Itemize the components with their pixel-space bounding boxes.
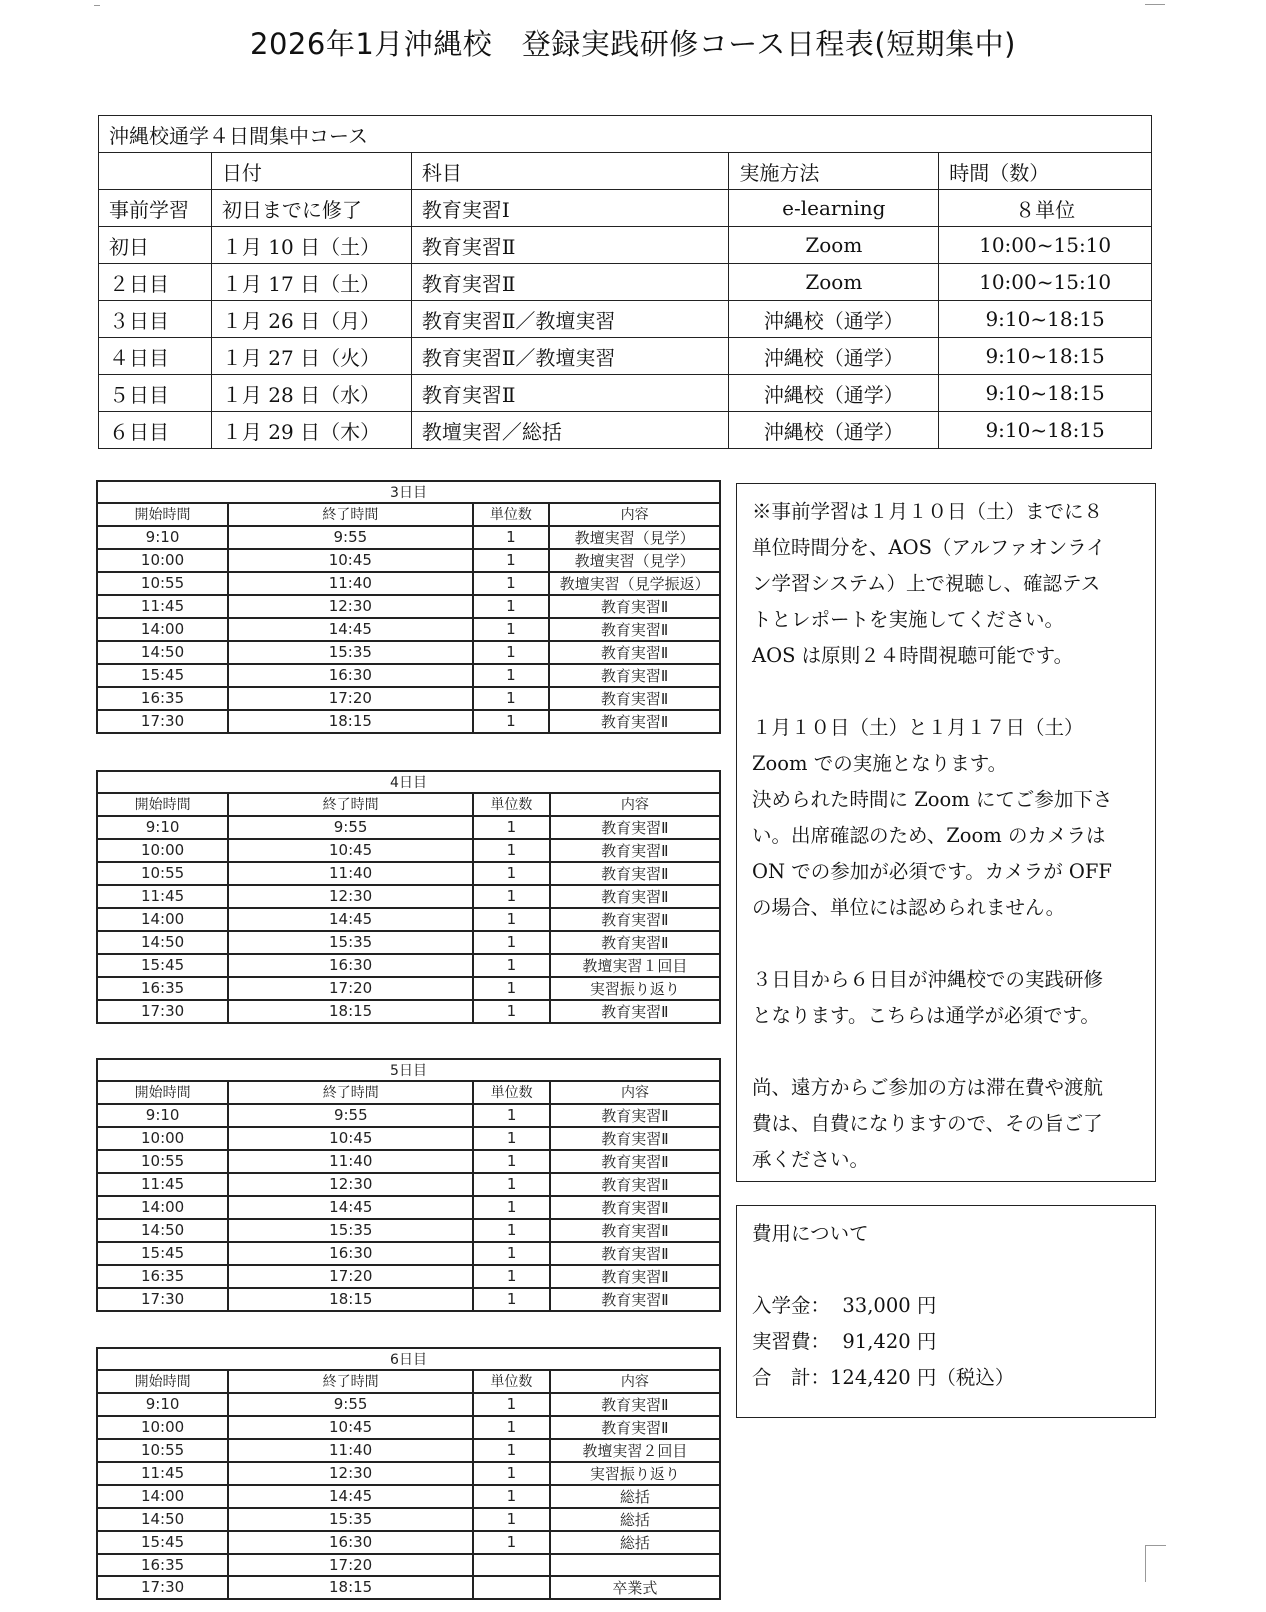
table-cell: 11:40 bbox=[228, 862, 473, 885]
table-cell: 1 bbox=[473, 1242, 550, 1265]
table-row bbox=[97, 641, 720, 664]
summary-row-cell: 教育実習Ⅱ／教壇実習 bbox=[411, 338, 729, 375]
table-row bbox=[97, 664, 720, 687]
table-cell: 18:15 bbox=[228, 710, 473, 733]
summary-row-cell: 9:10~18:15 bbox=[939, 412, 1152, 449]
table-cell: 15:45 bbox=[97, 1531, 228, 1554]
table-cell: 10:45 bbox=[228, 839, 473, 862]
table-row bbox=[97, 1439, 720, 1462]
table-cell: 10:00 bbox=[97, 549, 228, 572]
table-cell: 1 bbox=[473, 664, 550, 687]
crop-mark-top-right bbox=[1145, 4, 1165, 5]
spacer bbox=[752, 1252, 1143, 1288]
table-cell: 18:15 bbox=[228, 1576, 473, 1599]
summary-row-cell: Zoom bbox=[729, 227, 939, 264]
table-cell: 10:00 bbox=[97, 839, 228, 862]
column-header: 内容 bbox=[550, 1081, 720, 1103]
table-cell: 教育実習Ⅱ bbox=[550, 1127, 720, 1150]
note-line: の場合、単位には認められません。 bbox=[752, 896, 1066, 919]
summary-header-row-cell: 科目 bbox=[411, 153, 729, 190]
column-header: 内容 bbox=[550, 793, 720, 815]
summary-row-cell: 10:00~15:10 bbox=[939, 227, 1152, 264]
summary-row-cell: 沖縄校（通学） bbox=[729, 412, 939, 449]
column-header: 開始時間 bbox=[97, 503, 228, 525]
summary-row-cell: 沖縄校（通学） bbox=[729, 375, 939, 412]
summary-caption: 沖縄校通学４日間集中コース bbox=[99, 116, 1152, 153]
table-cell: 11:45 bbox=[97, 595, 228, 618]
table-row bbox=[97, 1554, 720, 1576]
table-cell: 9:55 bbox=[228, 816, 473, 839]
summary-row-cell: ５日目 bbox=[99, 375, 212, 412]
table-cell: 17:30 bbox=[97, 1288, 228, 1311]
table-cell: 教育実習Ⅱ bbox=[550, 1104, 720, 1127]
table-cell: 10:45 bbox=[228, 1416, 473, 1439]
table-cell: 10:55 bbox=[97, 1150, 228, 1173]
note-line: となります。こちらは通学が必須です。 bbox=[752, 1004, 1100, 1027]
table-cell: 1 bbox=[473, 885, 550, 908]
summary-row-cell: 沖縄校（通学） bbox=[729, 338, 939, 375]
note-line: AOS は原則２４時間視聴可能です。 bbox=[752, 644, 1074, 667]
table-row bbox=[97, 1265, 720, 1288]
table-cell: 14:00 bbox=[97, 618, 228, 641]
course-summary-table bbox=[98, 115, 1152, 449]
table-cell: 12:30 bbox=[228, 1173, 473, 1196]
summary-row-cell: Zoom bbox=[729, 264, 939, 301]
summary-row-cell: ６日目 bbox=[99, 412, 212, 449]
column-header: 終了時間 bbox=[228, 793, 473, 815]
table-cell: 16:35 bbox=[97, 687, 228, 710]
summary-row-cell: 9:10~18:15 bbox=[939, 375, 1152, 412]
summary-row-cell: ４日目 bbox=[99, 338, 212, 375]
table-row bbox=[97, 710, 720, 733]
column-header: 終了時間 bbox=[228, 1081, 473, 1103]
day-title: 5日目 bbox=[97, 1059, 720, 1081]
table-row bbox=[97, 1196, 720, 1219]
table-cell: 14:45 bbox=[228, 908, 473, 931]
table-cell: 1 bbox=[473, 595, 550, 618]
table-cell: 11:45 bbox=[97, 1462, 228, 1485]
table-cell: 15:35 bbox=[228, 931, 473, 954]
summary-row-cell: 教育実習Ⅰ bbox=[411, 190, 729, 227]
table-cell: 1 bbox=[473, 572, 550, 595]
table-cell: 15:35 bbox=[228, 641, 473, 664]
table-row bbox=[97, 1104, 720, 1127]
summary-row-cell: 10:00~15:10 bbox=[939, 264, 1152, 301]
table-cell: 教育実習Ⅱ bbox=[550, 1393, 720, 1416]
table-cell: 18:15 bbox=[228, 1000, 473, 1023]
note-line: １月１０日（土）と１月１７日（土） bbox=[752, 716, 1084, 739]
table-cell: 1 bbox=[473, 1219, 550, 1242]
table-row bbox=[97, 931, 720, 954]
crop-mark-bottom-right bbox=[1145, 1545, 1166, 1582]
table-row bbox=[97, 1531, 720, 1554]
table-row bbox=[97, 816, 720, 839]
table-cell: 1 bbox=[473, 1127, 550, 1150]
note-line: トとレポートを実施してください。 bbox=[752, 608, 1065, 631]
table-cell: 1 bbox=[473, 1439, 550, 1462]
table-cell: 10:45 bbox=[228, 549, 473, 572]
table-cell: 教育実習Ⅱ bbox=[550, 816, 720, 839]
table-cell: 16:30 bbox=[228, 664, 473, 687]
day-header-row bbox=[97, 1081, 720, 1103]
column-header: 内容 bbox=[550, 1370, 720, 1392]
table-cell: 14:50 bbox=[97, 931, 228, 954]
table-row bbox=[97, 526, 720, 549]
table-cell: 実習振り返り bbox=[550, 977, 720, 1000]
table-row bbox=[97, 1000, 720, 1023]
table-row bbox=[97, 1242, 720, 1265]
summary-header-row-cell: 日付 bbox=[211, 153, 411, 190]
summary-row bbox=[99, 264, 1152, 301]
summary-row-cell: ３日目 bbox=[99, 301, 212, 338]
day-title-row bbox=[97, 1059, 720, 1081]
day-title: 3日目 bbox=[97, 481, 720, 503]
table-cell: 10:45 bbox=[228, 1127, 473, 1150]
summary-row-cell: 9:10~18:15 bbox=[939, 301, 1152, 338]
summary-row bbox=[99, 338, 1152, 375]
table-cell: 14:50 bbox=[97, 1219, 228, 1242]
table-cell: 9:55 bbox=[228, 1393, 473, 1416]
table-cell: 14:50 bbox=[97, 641, 228, 664]
table-cell: 10:00 bbox=[97, 1416, 228, 1439]
summary-row bbox=[99, 301, 1152, 338]
table-cell: 14:45 bbox=[228, 1196, 473, 1219]
note-line: 決められた時間に Zoom にてご参加下さ bbox=[752, 788, 1113, 811]
summary-header-row-cell bbox=[99, 153, 212, 190]
table-row bbox=[97, 572, 720, 595]
spacer bbox=[752, 674, 1143, 710]
summary-row-cell: 教壇実習／総括 bbox=[411, 412, 729, 449]
notes-box bbox=[736, 483, 1156, 1182]
column-header: 単位数 bbox=[473, 503, 550, 525]
table-row bbox=[97, 595, 720, 618]
table-cell: 教育実習Ⅱ bbox=[550, 1196, 720, 1219]
table-row bbox=[97, 1150, 720, 1173]
table-cell: 11:40 bbox=[228, 1150, 473, 1173]
note-line: Zoom での実施となります。 bbox=[752, 752, 1008, 775]
table-cell: 1 bbox=[473, 1150, 550, 1173]
table-cell: 12:30 bbox=[228, 885, 473, 908]
note-line: ン学習システム）上で視聴し、確認テス bbox=[752, 572, 1101, 595]
summary-row-cell: 教育実習Ⅱ bbox=[411, 264, 729, 301]
table-cell: 1 bbox=[473, 1393, 550, 1416]
table-row bbox=[97, 839, 720, 862]
table-cell: 卒業式 bbox=[550, 1576, 720, 1599]
summary-row-cell: 教育実習Ⅱ bbox=[411, 375, 729, 412]
table-row bbox=[97, 862, 720, 885]
column-header: 単位数 bbox=[473, 793, 550, 815]
table-cell: 1 bbox=[473, 618, 550, 641]
table-cell: 17:20 bbox=[228, 1265, 473, 1288]
table-cell: 教育実習Ⅱ bbox=[550, 1416, 720, 1439]
table-cell: 14:00 bbox=[97, 1196, 228, 1219]
table-cell: 14:50 bbox=[97, 1508, 228, 1531]
table-cell: 9:10 bbox=[97, 1393, 228, 1416]
summary-header-row bbox=[99, 153, 1152, 190]
table-row bbox=[97, 1485, 720, 1508]
table-cell: 15:45 bbox=[97, 1242, 228, 1265]
fee-line: 実習費： 91,420 円 bbox=[752, 1330, 937, 1353]
table-cell: 1 bbox=[473, 1416, 550, 1439]
summary-row bbox=[99, 375, 1152, 412]
table-cell: 1 bbox=[473, 1196, 550, 1219]
note-line: 尚、遠方からご参加の方は滞在費や渡航 bbox=[752, 1076, 1104, 1099]
table-cell: 1 bbox=[473, 816, 550, 839]
table-cell: 15:45 bbox=[97, 664, 228, 687]
table-cell: 教壇実習２回目 bbox=[550, 1439, 720, 1462]
table-cell: 11:40 bbox=[228, 1439, 473, 1462]
day-header-row bbox=[97, 503, 720, 525]
note-line: ※事前学習は１月１０日（土）までに８ bbox=[752, 500, 1104, 523]
table-cell: 教育実習Ⅱ bbox=[549, 687, 720, 710]
table-cell: 教育実習Ⅱ bbox=[550, 885, 720, 908]
note-line: ３日目から６日目が沖縄校での実践研修 bbox=[752, 968, 1104, 991]
table-cell: 教育実習Ⅱ bbox=[550, 1150, 720, 1173]
table-cell: 1 bbox=[473, 526, 550, 549]
summary-row-cell: １月 28 日（水） bbox=[211, 375, 411, 412]
day-schedule-table bbox=[96, 480, 721, 734]
table-cell: 教育実習Ⅱ bbox=[550, 1265, 720, 1288]
table-cell: 11:45 bbox=[97, 885, 228, 908]
day-title-row bbox=[97, 1348, 720, 1370]
table-cell: 16:35 bbox=[97, 1554, 228, 1576]
table-cell: 9:10 bbox=[97, 816, 228, 839]
table-cell: 16:35 bbox=[97, 977, 228, 1000]
table-cell: 総括 bbox=[550, 1508, 720, 1531]
table-cell: 16:30 bbox=[228, 1531, 473, 1554]
table-row bbox=[97, 1393, 720, 1416]
table-cell: 1 bbox=[473, 931, 550, 954]
column-header: 開始時間 bbox=[97, 1081, 228, 1103]
table-cell: 14:00 bbox=[97, 1485, 228, 1508]
table-row bbox=[97, 908, 720, 931]
table-cell: 1 bbox=[473, 1104, 550, 1127]
table-row bbox=[97, 1416, 720, 1439]
table-cell: 16:30 bbox=[228, 954, 473, 977]
table-cell: 11:45 bbox=[97, 1173, 228, 1196]
table-cell: 教育実習Ⅱ bbox=[549, 641, 720, 664]
table-row bbox=[97, 1127, 720, 1150]
table-cell: 教育実習Ⅱ bbox=[550, 839, 720, 862]
note-line: 費は、自費になりますので、その旨ご了 bbox=[752, 1112, 1103, 1135]
fee-line: 入学金： 33,000 円 bbox=[752, 1294, 937, 1317]
table-cell: 14:00 bbox=[97, 908, 228, 931]
table-cell: 教壇実習（見学） bbox=[549, 549, 720, 572]
table-cell: 総括 bbox=[550, 1531, 720, 1554]
summary-header-row-cell: 時間（数） bbox=[939, 153, 1152, 190]
note-line: ON での参加が必須です。カメラが OFF bbox=[752, 860, 1112, 883]
table-row bbox=[97, 1508, 720, 1531]
spacer bbox=[752, 926, 1143, 962]
note-line: 承ください。 bbox=[752, 1148, 870, 1171]
page-title: 2026年1月沖縄校 登録実践研修コース日程表(短期集中) bbox=[250, 27, 1016, 61]
note-line: い。出席確認のため、Zoom のカメラは bbox=[752, 824, 1106, 847]
day-schedule-table bbox=[96, 770, 721, 1024]
table-cell: 15:35 bbox=[228, 1219, 473, 1242]
table-cell: 17:20 bbox=[228, 977, 473, 1000]
table-cell: 教育実習Ⅱ bbox=[549, 664, 720, 687]
column-header: 単位数 bbox=[473, 1081, 550, 1103]
table-cell: 1 bbox=[473, 1265, 550, 1288]
note-line: 単位時間分を、AOS（アルファオンライ bbox=[752, 536, 1106, 559]
table-cell: 9:10 bbox=[97, 526, 228, 549]
spacer bbox=[752, 1034, 1143, 1070]
table-cell: 17:20 bbox=[228, 687, 473, 710]
table-cell bbox=[473, 1554, 550, 1576]
table-cell: 10:55 bbox=[97, 862, 228, 885]
table-cell: 9:55 bbox=[228, 1104, 473, 1127]
table-row bbox=[97, 618, 720, 641]
table-cell: 1 bbox=[473, 1000, 550, 1023]
table-cell: 教育実習Ⅱ bbox=[550, 1000, 720, 1023]
table-cell: 教育実習Ⅱ bbox=[550, 931, 720, 954]
table-row bbox=[97, 1173, 720, 1196]
column-header: 単位数 bbox=[473, 1370, 550, 1392]
table-cell: 教壇実習（見学） bbox=[549, 526, 720, 549]
table-cell: 1 bbox=[473, 1531, 550, 1554]
table-cell: 18:15 bbox=[228, 1288, 473, 1311]
summary-row-cell: １月 17 日（土） bbox=[211, 264, 411, 301]
summary-row-cell: 沖縄校（通学） bbox=[729, 301, 939, 338]
table-cell: 17:30 bbox=[97, 1000, 228, 1023]
table-row bbox=[97, 885, 720, 908]
table-row bbox=[97, 549, 720, 572]
summary-row bbox=[99, 412, 1152, 449]
table-cell bbox=[550, 1554, 720, 1576]
day-title: 6日目 bbox=[97, 1348, 720, 1370]
table-cell: 教育実習Ⅱ bbox=[550, 1219, 720, 1242]
table-cell: 17:30 bbox=[97, 710, 228, 733]
table-cell: 1 bbox=[473, 1288, 550, 1311]
table-cell: 9:55 bbox=[228, 526, 473, 549]
summary-row-cell: ８単位 bbox=[939, 190, 1152, 227]
table-cell: 17:30 bbox=[97, 1576, 228, 1599]
table-cell: 実習振り返り bbox=[550, 1462, 720, 1485]
table-cell: 総括 bbox=[550, 1485, 720, 1508]
table-cell: 1 bbox=[473, 908, 550, 931]
table-cell: 1 bbox=[473, 710, 550, 733]
table-cell: 15:45 bbox=[97, 954, 228, 977]
summary-row-cell: ２日目 bbox=[99, 264, 212, 301]
summary-row-cell: e-learning bbox=[729, 190, 939, 227]
summary-caption-row bbox=[99, 116, 1152, 153]
day-header-row bbox=[97, 793, 720, 815]
column-header: 終了時間 bbox=[228, 503, 473, 525]
table-cell: 1 bbox=[473, 687, 550, 710]
table-cell: 教育実習Ⅱ bbox=[549, 595, 720, 618]
table-cell: 教育実習Ⅱ bbox=[550, 1173, 720, 1196]
table-row bbox=[97, 977, 720, 1000]
table-cell: 1 bbox=[473, 1508, 550, 1531]
table-cell: 10:55 bbox=[97, 1439, 228, 1462]
table-cell: 1 bbox=[473, 954, 550, 977]
table-cell: 教育実習Ⅱ bbox=[550, 1242, 720, 1265]
table-cell: 15:35 bbox=[228, 1508, 473, 1531]
column-header: 開始時間 bbox=[97, 793, 228, 815]
summary-row-cell: 事前学習 bbox=[99, 190, 212, 227]
day-schedule-table bbox=[96, 1347, 721, 1600]
summary-row-cell: 教育実習Ⅱ／教壇実習 bbox=[411, 301, 729, 338]
table-cell: 10:55 bbox=[97, 572, 228, 595]
summary-row-cell: １月 26 日（月） bbox=[211, 301, 411, 338]
summary-header-row-cell: 実施方法 bbox=[729, 153, 939, 190]
table-cell: 1 bbox=[473, 549, 550, 572]
summary-row-cell: 9:10~18:15 bbox=[939, 338, 1152, 375]
fees-heading: 費用について bbox=[752, 1222, 869, 1245]
table-cell: 10:00 bbox=[97, 1127, 228, 1150]
column-header: 内容 bbox=[549, 503, 720, 525]
fee-line: 合 計：124,420 円（税込） bbox=[752, 1366, 1015, 1389]
table-row bbox=[97, 1288, 720, 1311]
fees-box bbox=[736, 1205, 1156, 1418]
summary-row-cell: 初日までに修了 bbox=[211, 190, 411, 227]
table-row bbox=[97, 687, 720, 710]
summary-row-cell: １月 10 日（土） bbox=[211, 227, 411, 264]
day-title-row bbox=[97, 771, 720, 793]
table-cell: 14:45 bbox=[228, 1485, 473, 1508]
table-cell: 9:10 bbox=[97, 1104, 228, 1127]
table-row bbox=[97, 1219, 720, 1242]
table-cell: 教育実習Ⅱ bbox=[549, 618, 720, 641]
summary-row bbox=[99, 227, 1152, 264]
column-header: 終了時間 bbox=[228, 1370, 473, 1392]
table-cell bbox=[473, 1576, 550, 1599]
table-cell: 教育実習Ⅱ bbox=[550, 1288, 720, 1311]
table-cell: 教壇実習（見学振返） bbox=[549, 572, 720, 595]
table-cell: 12:30 bbox=[228, 1462, 473, 1485]
table-cell: 16:30 bbox=[228, 1242, 473, 1265]
table-cell: 1 bbox=[473, 1485, 550, 1508]
table-cell: 1 bbox=[473, 1462, 550, 1485]
table-cell: 教育実習Ⅱ bbox=[550, 908, 720, 931]
table-cell: 12:30 bbox=[228, 595, 473, 618]
table-cell: 1 bbox=[473, 641, 550, 664]
table-cell: 教壇実習１回目 bbox=[550, 954, 720, 977]
table-cell: 1 bbox=[473, 839, 550, 862]
table-row bbox=[97, 954, 720, 977]
table-cell: 16:35 bbox=[97, 1265, 228, 1288]
table-cell: 14:45 bbox=[228, 618, 473, 641]
crop-mark-top-left bbox=[94, 4, 100, 6]
table-cell: 17:20 bbox=[228, 1554, 473, 1576]
summary-row-cell: １月 27 日（火） bbox=[211, 338, 411, 375]
table-cell: 1 bbox=[473, 977, 550, 1000]
summary-row-cell: １月 29 日（木） bbox=[211, 412, 411, 449]
table-cell: 1 bbox=[473, 1173, 550, 1196]
day-title-row bbox=[97, 481, 720, 503]
summary-row-cell: 教育実習Ⅱ bbox=[411, 227, 729, 264]
table-cell: 1 bbox=[473, 862, 550, 885]
summary-row-cell: 初日 bbox=[99, 227, 212, 264]
table-cell: 11:40 bbox=[228, 572, 473, 595]
day-header-row bbox=[97, 1370, 720, 1392]
table-row bbox=[97, 1462, 720, 1485]
summary-row bbox=[99, 190, 1152, 227]
table-cell: 教育実習Ⅱ bbox=[550, 862, 720, 885]
day-schedule-table bbox=[96, 1058, 721, 1312]
table-cell: 教育実習Ⅱ bbox=[549, 710, 720, 733]
column-header: 開始時間 bbox=[97, 1370, 228, 1392]
table-row bbox=[97, 1576, 720, 1599]
day-title: 4日目 bbox=[97, 771, 720, 793]
